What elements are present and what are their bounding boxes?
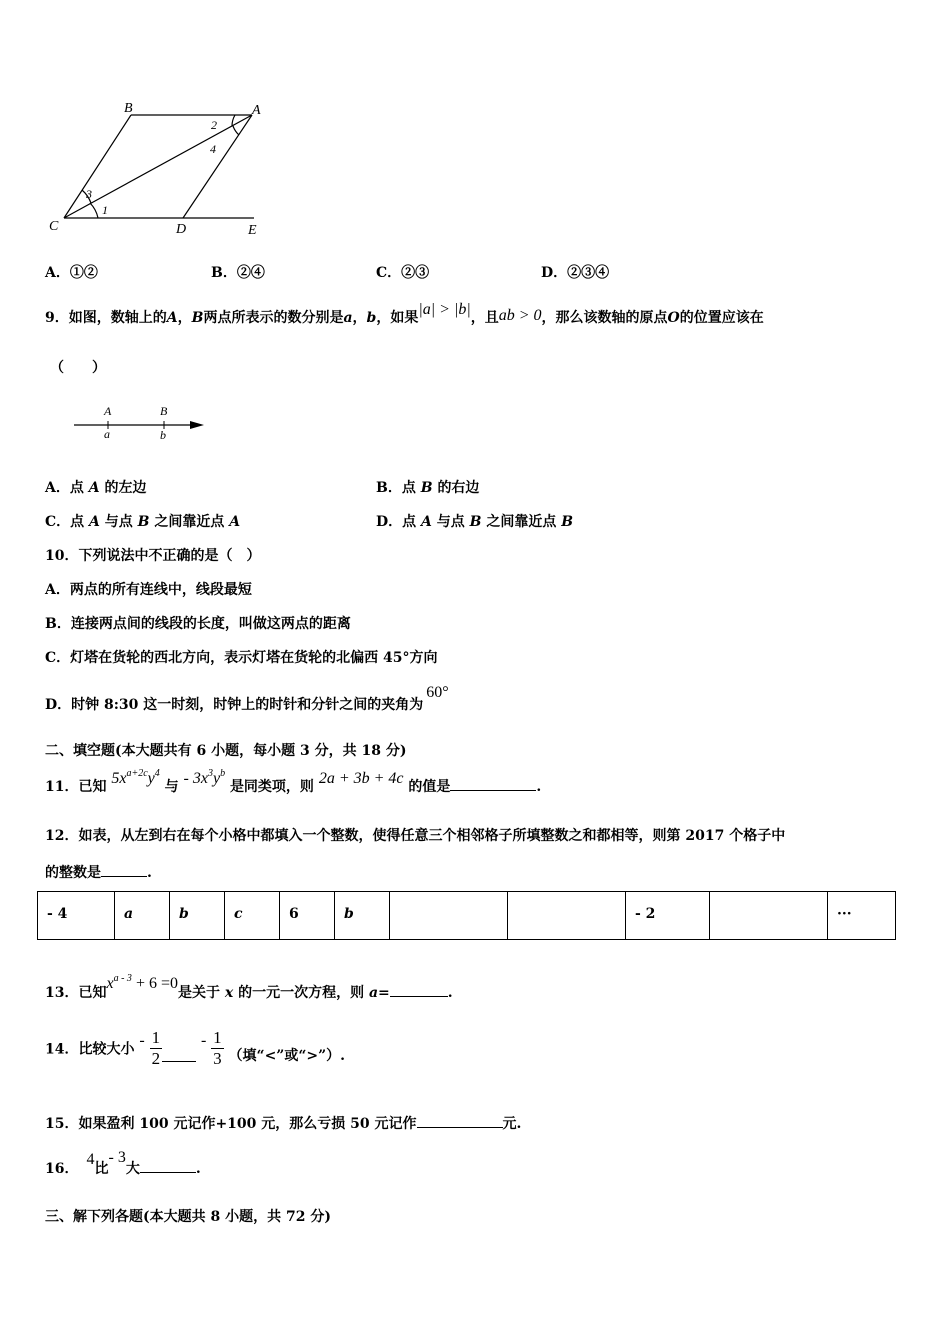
grid-cell-11: ··· bbox=[828, 892, 896, 940]
q8-option-d: D．②③④ bbox=[541, 265, 610, 281]
grid-cell-1: - 4 bbox=[38, 892, 115, 940]
q8-option-c: C．②③ bbox=[376, 265, 430, 281]
q15-stem: 15．如果盈利 100 元记作+100 元，那么亏损 50 元记作 元. bbox=[45, 1113, 521, 1133]
label-C: C bbox=[49, 219, 59, 234]
grid-cell-7 bbox=[390, 892, 508, 940]
number-line-arrow bbox=[190, 421, 204, 429]
axis-label-A: A bbox=[104, 404, 112, 418]
q13-stem: 13．已知$x^{a - 3} + 6 =0$是关于 x 的一元一次方程，则 a= . bbox=[45, 973, 453, 1001]
q15-answer-blank[interactable] bbox=[417, 1113, 503, 1128]
equation-x-power: $x^{a - 3} + 6 =0$ bbox=[106, 973, 178, 992]
grid-cell-9: - 2 bbox=[626, 892, 710, 940]
q12-number-grid bbox=[37, 891, 896, 940]
q9-option-b: B．点 B 的右边 bbox=[376, 480, 480, 496]
term2: - $3x^3y^b$ bbox=[183, 768, 226, 787]
q11-answer-blank[interactable] bbox=[450, 776, 536, 791]
q16-stem: 16．4比- 3大 . bbox=[45, 1149, 201, 1177]
q10-option-c: C．灯塔在货轮的西北方向，表示灯塔在货轮的北偏西 45°方向 bbox=[45, 650, 438, 666]
grid-cell-6: b bbox=[335, 892, 390, 940]
angle-arc-1 bbox=[90, 203, 98, 218]
q12-line2: 的整数是 . bbox=[45, 862, 152, 882]
grid-cell-2: a bbox=[115, 892, 170, 940]
term1: $5x^{a+2c}y^4$ bbox=[111, 768, 160, 787]
q10-stem: 10．下列说法中不正确的是（ ） bbox=[45, 548, 261, 564]
grid-cell-5: 6 bbox=[280, 892, 335, 940]
label-angle-2: 2 bbox=[211, 118, 217, 132]
label-E: E bbox=[248, 223, 257, 238]
q14-answer-blank[interactable] bbox=[162, 1047, 196, 1062]
axis-label-B: B bbox=[160, 404, 168, 418]
q8-option-a: A．①② bbox=[45, 265, 98, 281]
label-angle-1: 1 bbox=[102, 203, 108, 217]
axis-label-b: b bbox=[160, 428, 166, 442]
q16-answer-blank[interactable] bbox=[140, 1158, 196, 1173]
segment-BC bbox=[64, 115, 131, 218]
q10-option-d: D．时钟 8:30 这一时刻，时钟上的时针和分针之间的夹角为60° bbox=[45, 684, 449, 713]
q9-option-a: A．点 A 的左边 bbox=[45, 480, 147, 496]
label-A: A bbox=[252, 103, 261, 118]
fraction-one-half: $\frac{1}{2}$ bbox=[151, 1028, 161, 1068]
q10-option-a: A．两点的所有连线中，线段最短 bbox=[45, 582, 252, 598]
q9-answer-paren: （ ） bbox=[50, 360, 106, 376]
q14-stem: 14．比较大小 - $\frac{1}{2}$ - $\frac{1}{3}$ （填“<”或“>”）. bbox=[45, 1028, 346, 1068]
q12-answer-blank[interactable] bbox=[101, 862, 147, 877]
q9-stem: 9．如图，数轴上的A，B两点所表示的数分别是a，b，如果|a| > |b|，且ab > 0，那么该数轴的原点O的位置应该在 bbox=[45, 301, 764, 326]
q13-answer-blank[interactable] bbox=[390, 982, 448, 997]
q12-line1: 12．如表，从左到右在每个小格中都填入一个整数，使得任意三个相邻格子所填整数之和都相等，则第 2017 个格子中 bbox=[45, 828, 786, 844]
q9-option-c: C．点 A 与点 B 之间靠近点 A bbox=[45, 514, 241, 530]
grid-cell-3: b bbox=[170, 892, 225, 940]
product-inequality: ab > 0 bbox=[498, 307, 542, 324]
label-angle-4: 4 bbox=[210, 142, 216, 156]
parallelogram-figure bbox=[40, 95, 280, 245]
q9-option-d: D．点 A 与点 B 之间靠近点 B bbox=[376, 514, 574, 530]
label-B: B bbox=[124, 101, 133, 116]
q8-option-b: B．②④ bbox=[211, 265, 265, 281]
label-D: D bbox=[176, 222, 187, 237]
grid-cell-10 bbox=[710, 892, 828, 940]
angle-60-degrees: 60° bbox=[426, 684, 449, 701]
grid-cell-8 bbox=[508, 892, 626, 940]
number-line-figure bbox=[70, 400, 215, 445]
q10-option-b: B．连接两点间的线段的长度，叫做这两点的距离 bbox=[45, 616, 351, 632]
diagonal-CA bbox=[64, 115, 252, 218]
segment-AD bbox=[183, 115, 252, 218]
angle-arc-4 bbox=[233, 126, 239, 135]
label-angle-3: 3 bbox=[86, 187, 92, 201]
section2-title: 二、填空题(本大题共有 6 小题，每小题 3 分，共 18 分) bbox=[45, 743, 407, 759]
axis-label-a: a bbox=[104, 427, 110, 441]
q11-stem: 11．已知 $5x^{a+2c}y^4$ 与 - $3x^3y^b$ 是同类项，则 2a + 3b + 4c 的值是 . bbox=[45, 768, 542, 795]
grid-cell-4: c bbox=[225, 892, 280, 940]
fraction-one-third: $\frac{1}{3}$ bbox=[213, 1028, 222, 1068]
section3-title: 三、解下列各题(本大题共 8 小题，共 72 分) bbox=[45, 1209, 331, 1225]
expression-2a-3b-4c: 2a + 3b + 4c bbox=[318, 770, 404, 787]
abs-inequality: |a| > |b| bbox=[418, 301, 471, 318]
